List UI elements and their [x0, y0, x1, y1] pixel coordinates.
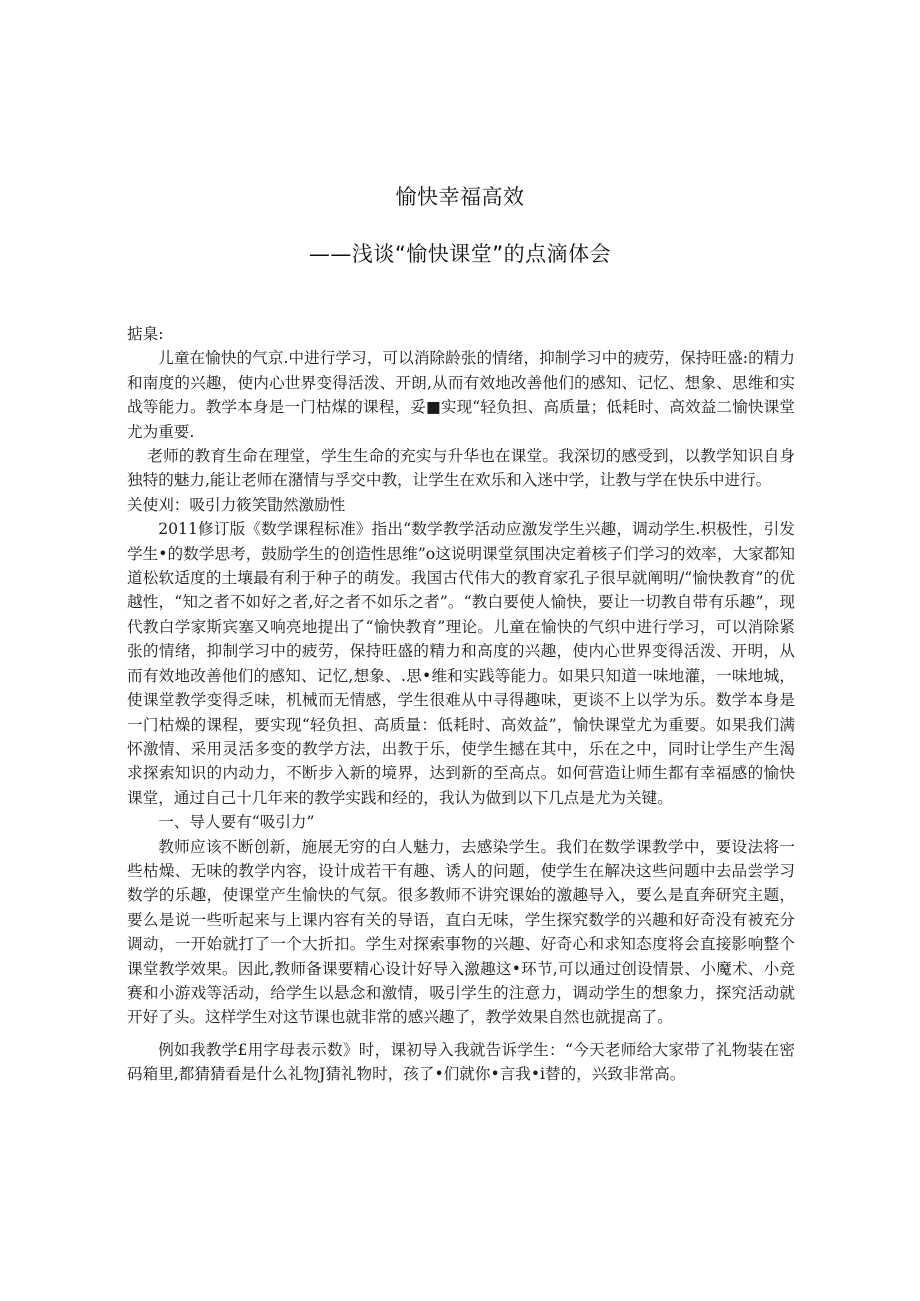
paragraph-abstract-2: 老师的教育生命在理堂，学生生命的充实与升华也在课堂。我深切的感受到，以教学知识自身独特的魅力,能让老师在潴情与孚交中教，让学生在欢乐和入迷中学，让教与学在快乐中进行。: [127, 447, 795, 490]
keywords-line: 关使刈：吸引力筱笑勖然激励性: [127, 495, 346, 514]
paragraph-example: 例如我教学£用字母表示数》时，课初导入我就告诉学生：“今天老师给大家带了礼物装在密码箱里,都猜猜看是什么礼物J猜礼物时，孩了•们就你•言我•i替的，兴致非常高。: [127, 1040, 795, 1084]
abstract-label: 掂臬:: [127, 325, 164, 343]
paragraph-intro: 2011修订版《数学课程标准》指出“数学教学活动应激发学生兴趣，调动学生.枳极性，引发学生•的数学思考，鼓励学生的创造性思维”o这说明课堂氛围决定着核子们学习的效率，大家都知道松软适度的土壤最有利于种子的萌发。我国古代伟大的教育家孔子很早就阐明/“愉快教育”的优越性，“知之者不如好之者,好之者不如乐之者”。“教白要使人愉快，要让一切教自带有乐趣”，现代教白学家斯宾塞又响亮地提出了“愉快教育”理论。儿童在愉快的气织中进行学习，可以消除紧张的情绪，抑制学习中的疲劳，保持旺盛的精力和高度的兴趣，使内心世界变得活泼、开明，从而有效地改善他们的感知、记忆,想象、.思•维和实践等能力。如果只知道一味地灌，一味地城，使课堂教学变得乏味，机械而无情感，学生很难从中寻得趣味，更谈不上以学为乐。数学本身是一门枯燥的课程，要实现“轻负担、高质量：低耗时、高效益”，愉快课堂尤为重要。如果我们满怀激情、采用灵活多变的教学方法，出教于乐，使学生撼在其中，乐在之中，同时让学生产生渴求探索知识的内动力，不断步入新的境界，达到新的至高点。如何营造让师生都有幸福感的愉快课堂，通过自己十几年来的教学实践和经的，我认为做到以下几点是尤为关键。: [127, 520, 795, 807]
paragraph-section-1: 教师应该不断创新，施展无穷的白人魅力，去感染学生。我们在数学课教学中，要设法将一些枯燥、无味的教学内容，设计成若干有趣、诱人的问题，使学生在解决这些问题中去品尝学习数学的乐趣，使课堂产生愉快的气氛。很多教师不讲究课始的激趣导入，要么是直奔研究主题，要么是说一些听起来与上课内容有关的导语，直白无味，学生探究数学的兴趣和好奇没有被充分调动，一开始就打了一个大折扣。学生对探索事物的兴趣、好奇心和求知态度将会直接影响整个课堂教学效果。因此,教师备课要精心设计好导入激趣这•环节,可以通过创设情景、小魔术、小竞赛和小游戏等活动，给学生以悬念和激情，吸引学生的注意力，调动学生的想象力，探究活动就开好了头。这样学生对这节课也就非常的感兴趣了，教学效果自然也就提高了。: [127, 837, 795, 1027]
article-body: [127, 322, 795, 1087]
page-subtitle: ——浅谈“愉快课堂”的点滴体会: [308, 242, 612, 266]
section-heading-1: 一、导人要有“吸引力”: [158, 813, 315, 832]
paragraph-abstract-1: 儿童在愉快的气京.中进行学习，可以消除龄张的情绪，抑制学习中的疲劳，保持旺盛:的精力和南度的兴趣，使内心世界变得活泼、开朗,从而有效地改善他们的感知、记忆、想象、思维和实战等能力。教学本身是一门枯煤的课程，妥■实现“轻负担、高质量；低耗时、高效益二愉快课堂尤为重要.: [127, 349, 795, 441]
page-title: 愉快幸福高效: [395, 185, 525, 209]
